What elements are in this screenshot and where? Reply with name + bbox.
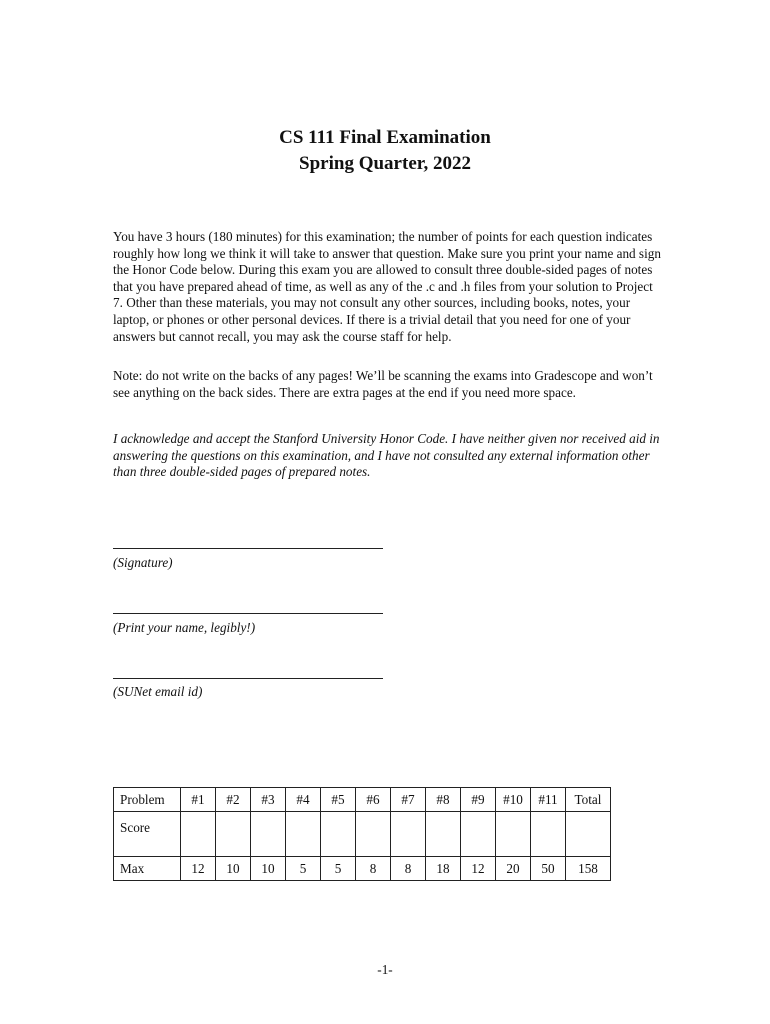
problem-header: #8 (426, 788, 461, 812)
score-table (113, 787, 611, 881)
score-cell[interactable] (426, 812, 461, 857)
problem-row-label: Problem (114, 788, 181, 812)
problem-header: #10 (496, 788, 531, 812)
problem-header: #11 (531, 788, 566, 812)
score-cell[interactable] (321, 812, 356, 857)
score-cell[interactable] (531, 812, 566, 857)
score-cell[interactable] (216, 812, 251, 857)
sunet-id-line[interactable] (113, 678, 383, 679)
sunet-id-label: (SUNet email id) (113, 684, 203, 699)
exam-title-term: Spring Quarter, 2022 (299, 153, 471, 174)
max-points-cell: 10 (216, 857, 251, 881)
signature-label: (Signature) (113, 555, 173, 570)
score-cell[interactable] (461, 812, 496, 857)
max-points-cell: 12 (181, 857, 216, 881)
score-cell[interactable] (286, 812, 321, 857)
max-points-cell: 5 (286, 857, 321, 881)
exam-title (0, 125, 770, 177)
problem-header: #6 (356, 788, 391, 812)
max-points-cell: 12 (461, 857, 496, 881)
score-cell[interactable] (391, 812, 426, 857)
score-row (114, 812, 611, 857)
note-paragraph: Note: do not write on the backs of any pages! We’ll be scanning the exams into Gradescope and won’t see anything on the back sides. There are extra pages at the end if you need more space. (113, 368, 653, 400)
problem-header: #4 (286, 788, 321, 812)
problem-header: #5 (321, 788, 356, 812)
score-cell[interactable] (181, 812, 216, 857)
problem-row (114, 788, 611, 812)
honor-code-statement: I acknowledge and accept the Stanford University Honor Code. I have neither given nor received aid in answering the questions on this examination, and I have not consulted any external information other than three double-sided pages of prepared notes. (113, 431, 660, 480)
max-points-cell: 8 (356, 857, 391, 881)
total-score-cell[interactable] (566, 812, 611, 857)
max-points-cell: 20 (496, 857, 531, 881)
max-points-cell: 10 (251, 857, 286, 881)
score-cell[interactable] (356, 812, 391, 857)
max-points-cell: 5 (321, 857, 356, 881)
print-name-label: (Print your name, legibly!) (113, 620, 256, 635)
exam-title-course: CS 111 Final Examination (279, 127, 491, 148)
total-header: Total (566, 788, 611, 812)
max-points-cell: 8 (391, 857, 426, 881)
max-total-cell: 158 (566, 857, 611, 881)
print-name-line[interactable] (113, 613, 383, 614)
problem-header: #7 (391, 788, 426, 812)
score-cell[interactable] (251, 812, 286, 857)
problem-header: #3 (251, 788, 286, 812)
max-row (114, 857, 611, 881)
max-row-label: Max (114, 857, 181, 881)
score-row-label: Score (114, 812, 181, 857)
signature-line[interactable] (113, 548, 383, 549)
problem-header: #1 (181, 788, 216, 812)
instructions-paragraph: You have 3 hours (180 minutes) for this examination; the number of points for each question indicates roughly how long we think it will take to answer that question. Make sure you print your name and sign the Honor Code below. During this exam you are allowed to consult three double-sided pages of notes that you have prepared ahead of time, as well as any of the .c and .h files from your solution to Project 7. Other than these materials, you may not consult any other sources, including books, notes, your laptop, or phones or other personal devices. If there is a trivial detail that you need for one of your answers but cannot recall, you may ask the course staff for help. (113, 229, 661, 344)
score-cell[interactable] (496, 812, 531, 857)
max-points-cell: 18 (426, 857, 461, 881)
problem-header: #9 (461, 788, 496, 812)
max-points-cell: 50 (531, 857, 566, 881)
problem-header: #2 (216, 788, 251, 812)
page-number: -1- (377, 962, 393, 977)
